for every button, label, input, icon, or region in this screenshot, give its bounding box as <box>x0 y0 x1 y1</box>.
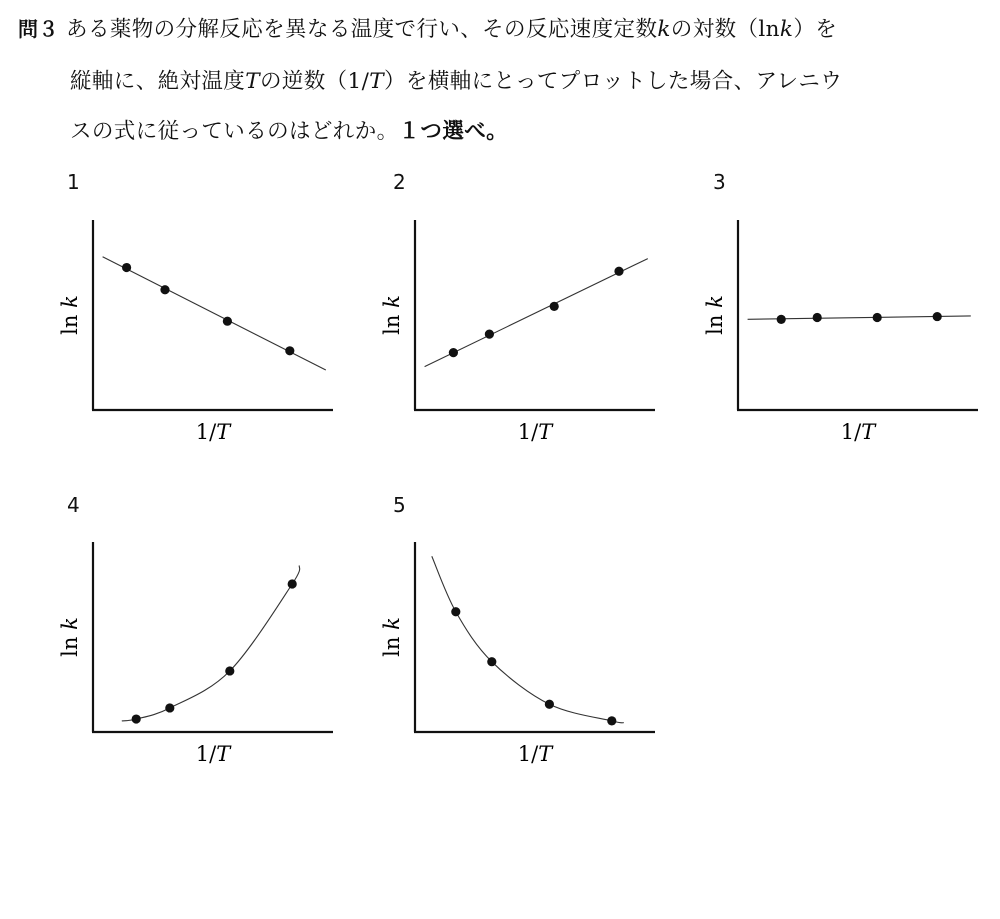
choice-plot-1 <box>53 210 353 470</box>
x-axis-label: 1/T <box>195 420 231 444</box>
x-axis-label: 1/T <box>517 742 553 766</box>
fit-curve <box>432 556 624 723</box>
y-axis-label: ln k <box>380 295 404 335</box>
symbol-k: k <box>657 17 671 42</box>
data-point <box>777 315 786 324</box>
data-point <box>132 714 141 723</box>
question-text: の対数（ln <box>670 17 780 42</box>
choice-plot-2 <box>375 210 675 470</box>
data-point <box>545 700 554 709</box>
choice-label: 1 <box>67 170 80 194</box>
y-axis-label: ln k <box>703 295 727 335</box>
choice-plot-3 <box>698 210 998 470</box>
question-text: スの式に従っているのはどれか。 <box>70 119 399 144</box>
data-point <box>487 657 496 666</box>
x-axis-label: 1/T <box>840 420 876 444</box>
data-point <box>614 267 623 276</box>
choice-label: 2 <box>393 170 406 194</box>
choice-label: 3 <box>713 170 726 194</box>
data-point <box>813 313 822 322</box>
data-point <box>933 312 942 321</box>
data-point <box>223 317 232 326</box>
data-point <box>160 285 169 294</box>
y-axis-label: ln k <box>380 617 404 657</box>
choice-plot-5 <box>375 532 675 792</box>
x-axis-label: 1/T <box>517 420 553 444</box>
symbol-T: T <box>245 69 260 94</box>
data-point <box>285 346 294 355</box>
data-point <box>451 607 460 616</box>
question-line-2 <box>70 64 842 95</box>
question-line-1 <box>18 12 837 43</box>
data-point <box>607 716 616 725</box>
question-text: ）を横軸にとってプロットした場合、アレニウ <box>384 69 843 94</box>
question-instruction: １つ選べ。 <box>398 119 509 144</box>
symbol-k: k <box>779 17 794 42</box>
data-point <box>550 302 559 311</box>
choice-label: 4 <box>67 493 80 517</box>
symbol-T: T <box>369 69 385 94</box>
question-text: ）を <box>793 17 838 42</box>
question-text: 縦軸に、絶対温度 <box>70 69 246 94</box>
data-point <box>873 313 882 322</box>
y-axis-label: ln k <box>58 295 82 335</box>
data-point <box>288 579 297 588</box>
fit-curve <box>425 259 648 367</box>
data-point <box>449 348 458 357</box>
x-axis-label: 1/T <box>195 742 231 766</box>
fit-curve <box>122 566 300 721</box>
data-point <box>485 330 494 339</box>
choice-plot-4 <box>53 532 353 792</box>
data-point <box>122 263 131 272</box>
y-axis-label: ln k <box>58 617 82 657</box>
question-line-3 <box>70 114 508 145</box>
choice-label: 5 <box>393 493 406 517</box>
question-text: の逆数（1/ <box>259 69 370 94</box>
data-point <box>165 703 174 712</box>
question-text: ある薬物の分解反応を異なる温度で行い、その反応速度定数 <box>66 17 658 42</box>
question-number: 問３ <box>18 17 59 41</box>
data-point <box>225 666 234 675</box>
